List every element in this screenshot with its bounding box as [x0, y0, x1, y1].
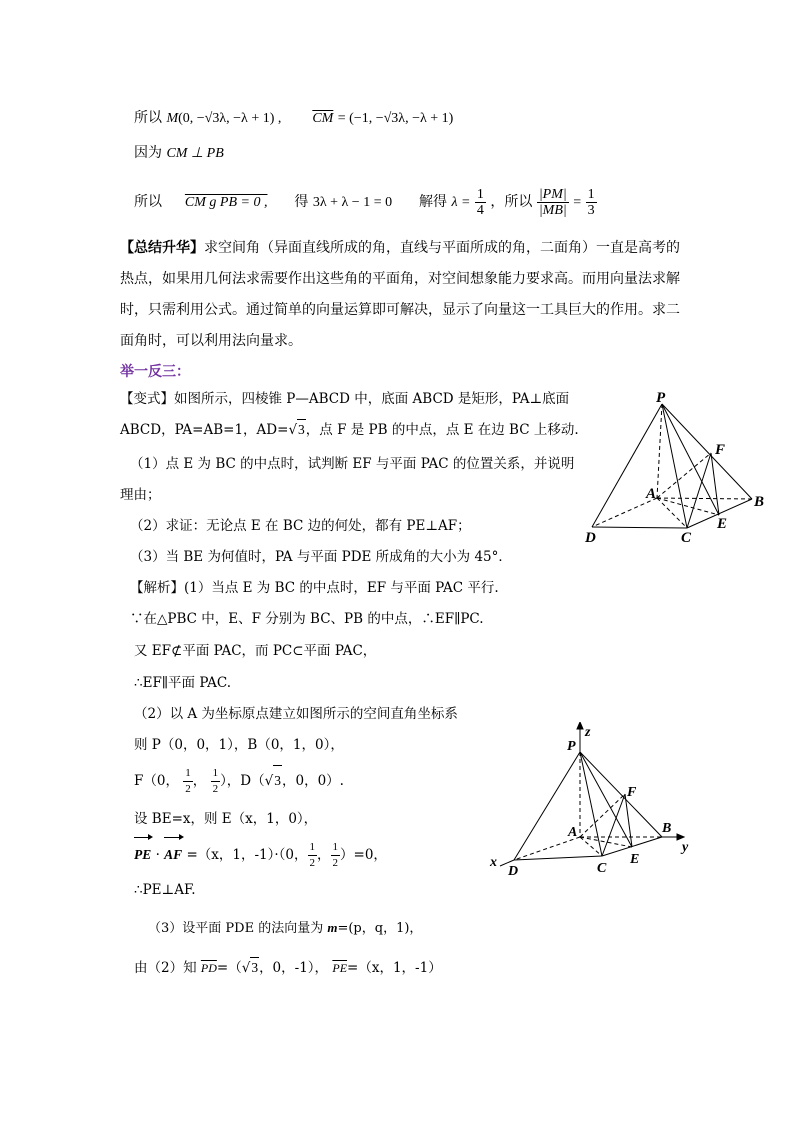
line-m-coordinates: 所以 M(0, −√3λ, −λ + 1) , $\overline{CM} = (-1$, −√3λ, −λ + 1): [134, 110, 454, 126]
label-c: C: [681, 530, 692, 546]
label-f: F: [627, 785, 637, 800]
vector-pd: $\overline{PD}$: [200, 961, 217, 975]
edge-pd: [592, 404, 662, 527]
segment-af: [580, 794, 625, 837]
fraction-half: $\frac{1}{2}$: [185, 767, 191, 795]
edge-ad: [514, 837, 580, 860]
label-e: E: [717, 516, 728, 532]
answer-set-be: 设 BE=x，则 E（x，1，0），: [134, 811, 318, 827]
summary-line-3: 时，只需利用公式。通过简单的向量运算即可解决，显示了向量这一工具巨大的作用。求二: [120, 302, 680, 318]
question-part-1-cont: 理由；: [120, 487, 161, 503]
fraction-one-quarter: $\frac{1}{4}$: [476, 186, 484, 218]
segment-ae: [657, 498, 719, 515]
label-b: B: [754, 494, 765, 510]
segment-cf: [602, 794, 625, 856]
fraction-half: $\frac{1}{2}$: [309, 841, 316, 869]
answer-coords-fd: F（0， $\frac{1}{2}$ ， $\frac{1}{2}$ ），D（√3，0，0）.: [134, 767, 344, 795]
vector-pe: $\overline{PE}$: [332, 961, 348, 975]
summary-line-2: 热点，如果用几何法求需要作出这些角的平面角，对空间想象能力要求高。而用向量法求解: [120, 271, 680, 287]
edge-pa: [657, 404, 662, 498]
label-p: P: [656, 390, 666, 406]
label-d: D: [585, 530, 596, 546]
vector-m: m: [327, 920, 338, 935]
edge-ab: [657, 498, 752, 499]
label-b: B: [662, 821, 672, 836]
answer-normal-vector: （3）设平面 PDE 的法向量为 m=(p，q，1)，: [148, 920, 423, 936]
pyramid-coordinate-figure: [488, 722, 698, 882]
line-cm-perp-pb: 因为 CM ⊥ PB: [134, 145, 224, 161]
label-d: D: [508, 864, 519, 879]
answer-part-2: （2）以 A 为坐标原点建立如图所示的空间直角坐标系: [134, 706, 458, 722]
edge-pb: [580, 752, 662, 837]
vector-cm: $\overline{CM}$: [312, 111, 334, 126]
answer-line-4: ∴EF∥平面 PAC.: [134, 675, 232, 691]
arrow-z: [577, 722, 583, 729]
answer-line-3: 又 EF⊄平面 PAC，而 PC⊂平面 PAC，: [134, 643, 377, 659]
vector-pe: PE: [134, 840, 151, 870]
edge-ad: [592, 498, 657, 527]
label-e: E: [630, 852, 640, 867]
answer-pd-pe: 由（2）知 $\overline{PD}=(√3$，0，-1）， $\overline{PE}=(x$，1，-1）: [134, 957, 442, 978]
edge-dc: [592, 527, 687, 528]
question-line-1: 【变式】如图所示，四棱锥 P—ABCD 中，底面 ABCD 是矩形，PA⊥底面: [120, 391, 570, 407]
example-heading: 举一反三：: [120, 364, 190, 380]
segment-cf: [687, 453, 711, 528]
fraction-one-third: $\frac{1}{3}$: [587, 186, 595, 218]
edge-pb: [662, 404, 752, 499]
question-part-3: （3）当 BE 为何值时，PA 与平面 PDE 所成角的大小为 45°．: [130, 549, 512, 565]
question-line-2: ABCD，PA=AB=1，AD=√3，点 F 是 PB 的中点，点 E 在边 BC 上移动.: [120, 419, 579, 440]
label-a: A: [568, 825, 578, 840]
fraction-half: $\frac{1}{2}$: [332, 841, 339, 869]
fraction-half: $\frac{1}{2}$: [212, 767, 219, 795]
vector-af: AF: [164, 840, 182, 870]
label-p: P: [567, 739, 576, 754]
answer-perp: ∴PE⊥AF.: [134, 882, 196, 898]
label-x: x: [490, 855, 497, 870]
edge-pc: [580, 752, 602, 856]
summary-tag: 【总结升华】: [120, 240, 204, 256]
point-m: M: [166, 111, 179, 126]
line-solve-lambda: 所以 CM g PB = 0 , 得 3λ + λ − 1 = 0 解得 λ = $\frac{1}{4}$ ，所以 $\frac{|PM|}{|MB|}$ = $\frac{1}{3}$: [134, 186, 595, 218]
summary-line-1: 【总结升华】求空间角（异面直线所成的角，直线与平面所成的角，二面角）一直是高考的: [120, 240, 680, 256]
label-a: A: [646, 486, 657, 502]
edge-pe: [580, 752, 632, 847]
answer-coords-pb: 则 P（0，0，1），B（0，1，0），: [134, 737, 344, 753]
answer-line-1: 【解析】(1）当点 E 为 BC 的中点时，EF 与平面 PAC 平行.: [130, 580, 499, 596]
fraction-pm-mb: $\frac{|PM|}{|MB|}$: [538, 186, 567, 218]
edge-pc: [662, 404, 687, 528]
edge-pd: [514, 752, 580, 860]
answer-dot-product: PE · AF =（x，1，-1）·（0， $\frac{1}{2}$ ， $\frac{1}{2}$ ）=0，: [134, 841, 387, 869]
edge-dc: [514, 856, 602, 860]
edge-pe: [662, 404, 719, 515]
question-part-1: （1）点 E 为 BC 的中点时，试判断 EF 与平面 PAC 的位置关系，并说明: [130, 456, 575, 472]
pyramid-figure: [580, 390, 770, 550]
question-part-2: （2）求证：无论点 E 在 BC 边的何处，都有 PE⊥AF；: [130, 518, 471, 534]
label-f: F: [715, 442, 726, 458]
label-c: C: [597, 861, 607, 876]
summary-line-4: 面角时，可以利用法向量求。: [120, 333, 302, 349]
answer-line-2: ∵在△PBC 中，E、F 分别为 BC、PB 的中点，∴EF∥PC.: [130, 611, 484, 627]
label-y: y: [682, 840, 689, 855]
label-z: z: [585, 725, 591, 740]
segment-af: [657, 453, 711, 498]
